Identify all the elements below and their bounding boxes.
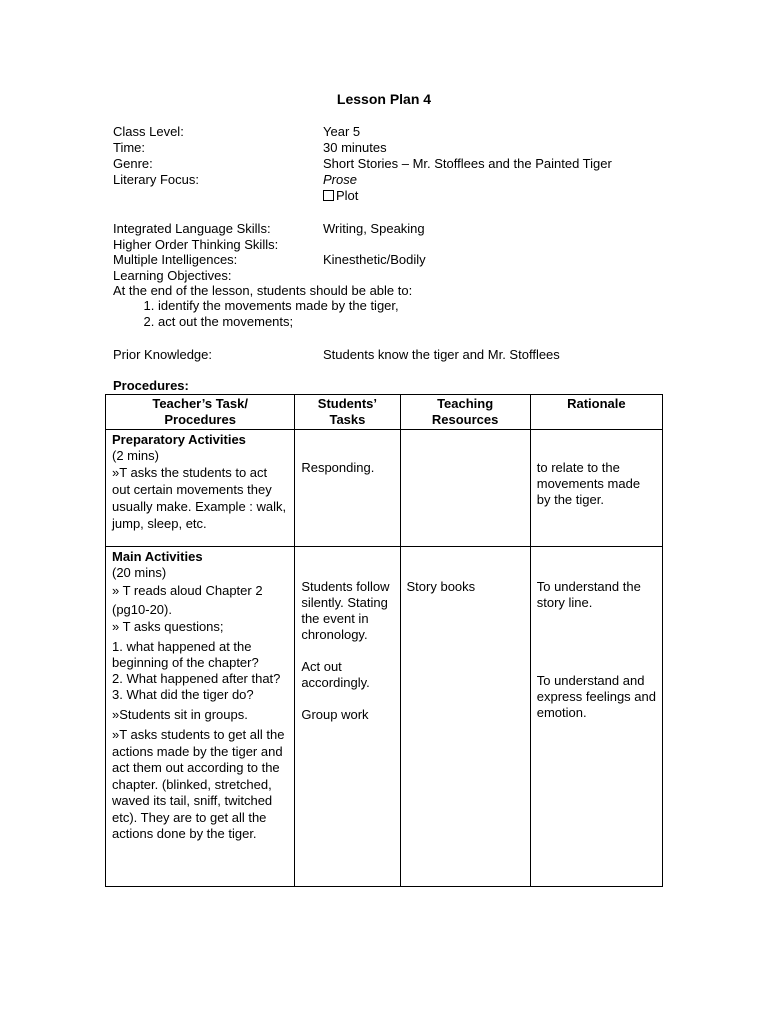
- prior-knowledge-value: Students know the tiger and Mr. Stofflees: [323, 347, 560, 362]
- main-step2: » T asks questions;: [112, 619, 224, 634]
- main-resources-cell: [400, 547, 530, 887]
- main-q1: 1. what happened at the beginning of the chapter?: [112, 639, 259, 670]
- prep-teacher-cell: [106, 430, 295, 547]
- main-teacher-cell: [106, 547, 295, 887]
- objectives-list: [136, 298, 399, 330]
- objective-item: 2. act out the movements;: [158, 314, 399, 330]
- prep-rationale: to relate to the movements made by the tiger.: [536, 460, 641, 507]
- header-teacher-task: Teacher’s Task/ Procedures: [106, 395, 295, 430]
- header-rationale: Rationale: [530, 395, 662, 430]
- time-label: Time:: [113, 140, 146, 155]
- prep-students: Responding.: [301, 460, 375, 475]
- procedures-table: [105, 394, 663, 887]
- integrated-skills-value: Writing, Speaking: [323, 221, 425, 236]
- genre-value: Short Stories – Mr. Stofflees and the Painted Tiger: [323, 156, 612, 171]
- objectives-intro: At the end of the lesson, students should be able to:: [113, 283, 413, 298]
- main-duration: (20 mins): [112, 565, 167, 580]
- table-row: [106, 430, 663, 547]
- main-rationale-2: To understand and express feelings and emotion.: [536, 673, 656, 720]
- table-row: [106, 547, 663, 887]
- integrated-skills-label: Integrated Language Skills:: [113, 221, 271, 236]
- main-step3: »Students sit in groups.: [112, 707, 248, 722]
- literary-focus-sub-label: Plot: [336, 188, 359, 203]
- main-step1: » T reads aloud Chapter 2 (pg10-20).: [112, 583, 263, 617]
- main-rationale-cell: [530, 547, 662, 887]
- header-students-tasks: Students’ Tasks: [295, 395, 400, 430]
- table-header-row: [106, 395, 663, 430]
- header-teaching-resources: Teaching Resources: [400, 395, 530, 430]
- page-title: Lesson Plan 4: [336, 91, 432, 107]
- main-q2: 2. What happened after that?: [112, 671, 281, 686]
- genre-label: Genre:: [113, 156, 153, 171]
- prep-heading: Preparatory Activities: [112, 432, 246, 447]
- main-step4: »T asks students to get all the actions made by the tiger and act them out according to the chapter. (blinked, stretched, waved its tail, sniff, twitched etc). They are to get all the actions done by the tiger.: [112, 727, 285, 841]
- prep-task: »T asks the students to act out certain movements they usually make. Example : walk, jump, sleep, etc.: [112, 465, 287, 531]
- literary-focus-label: Literary Focus:: [113, 172, 199, 187]
- main-students-2: Act out accordingly.: [301, 659, 370, 690]
- main-students-cell: [295, 547, 400, 887]
- procedures-label: Procedures:: [113, 378, 189, 393]
- prep-students-cell: [295, 430, 400, 547]
- prep-rationale-cell: [530, 430, 662, 547]
- prior-knowledge-label: Prior Knowledge:: [113, 347, 212, 362]
- class-level-value: Year 5: [323, 124, 361, 139]
- prep-duration: (2 mins): [112, 448, 159, 463]
- main-rationale-1: To understand the story line.: [536, 579, 641, 610]
- multiple-intelligences-value: Kinesthetic/Bodily: [323, 252, 426, 267]
- class-level-label: Class Level:: [113, 124, 184, 139]
- time-value: 30 minutes: [323, 140, 387, 155]
- hots-label: Higher Order Thinking Skills:: [113, 237, 279, 252]
- main-heading: Main Activities: [112, 549, 203, 564]
- prep-resources-cell: [400, 430, 530, 547]
- main-students-3: Group work: [301, 707, 369, 722]
- literary-focus-value: Prose: [323, 172, 357, 187]
- multiple-intelligences-label: Multiple Intelligences:: [113, 252, 238, 267]
- checkbox-icon: [323, 190, 334, 201]
- main-q3: 3. What did the tiger do?: [112, 687, 254, 702]
- literary-focus-sub: [323, 188, 358, 204]
- main-resources: Story books: [406, 579, 476, 594]
- objective-item: 1. identify the movements made by the tiger,: [158, 298, 399, 314]
- learning-objectives-label: Learning Objectives:: [113, 268, 232, 283]
- main-students-1: Students follow silently. Stating the event in chronology.: [301, 579, 390, 642]
